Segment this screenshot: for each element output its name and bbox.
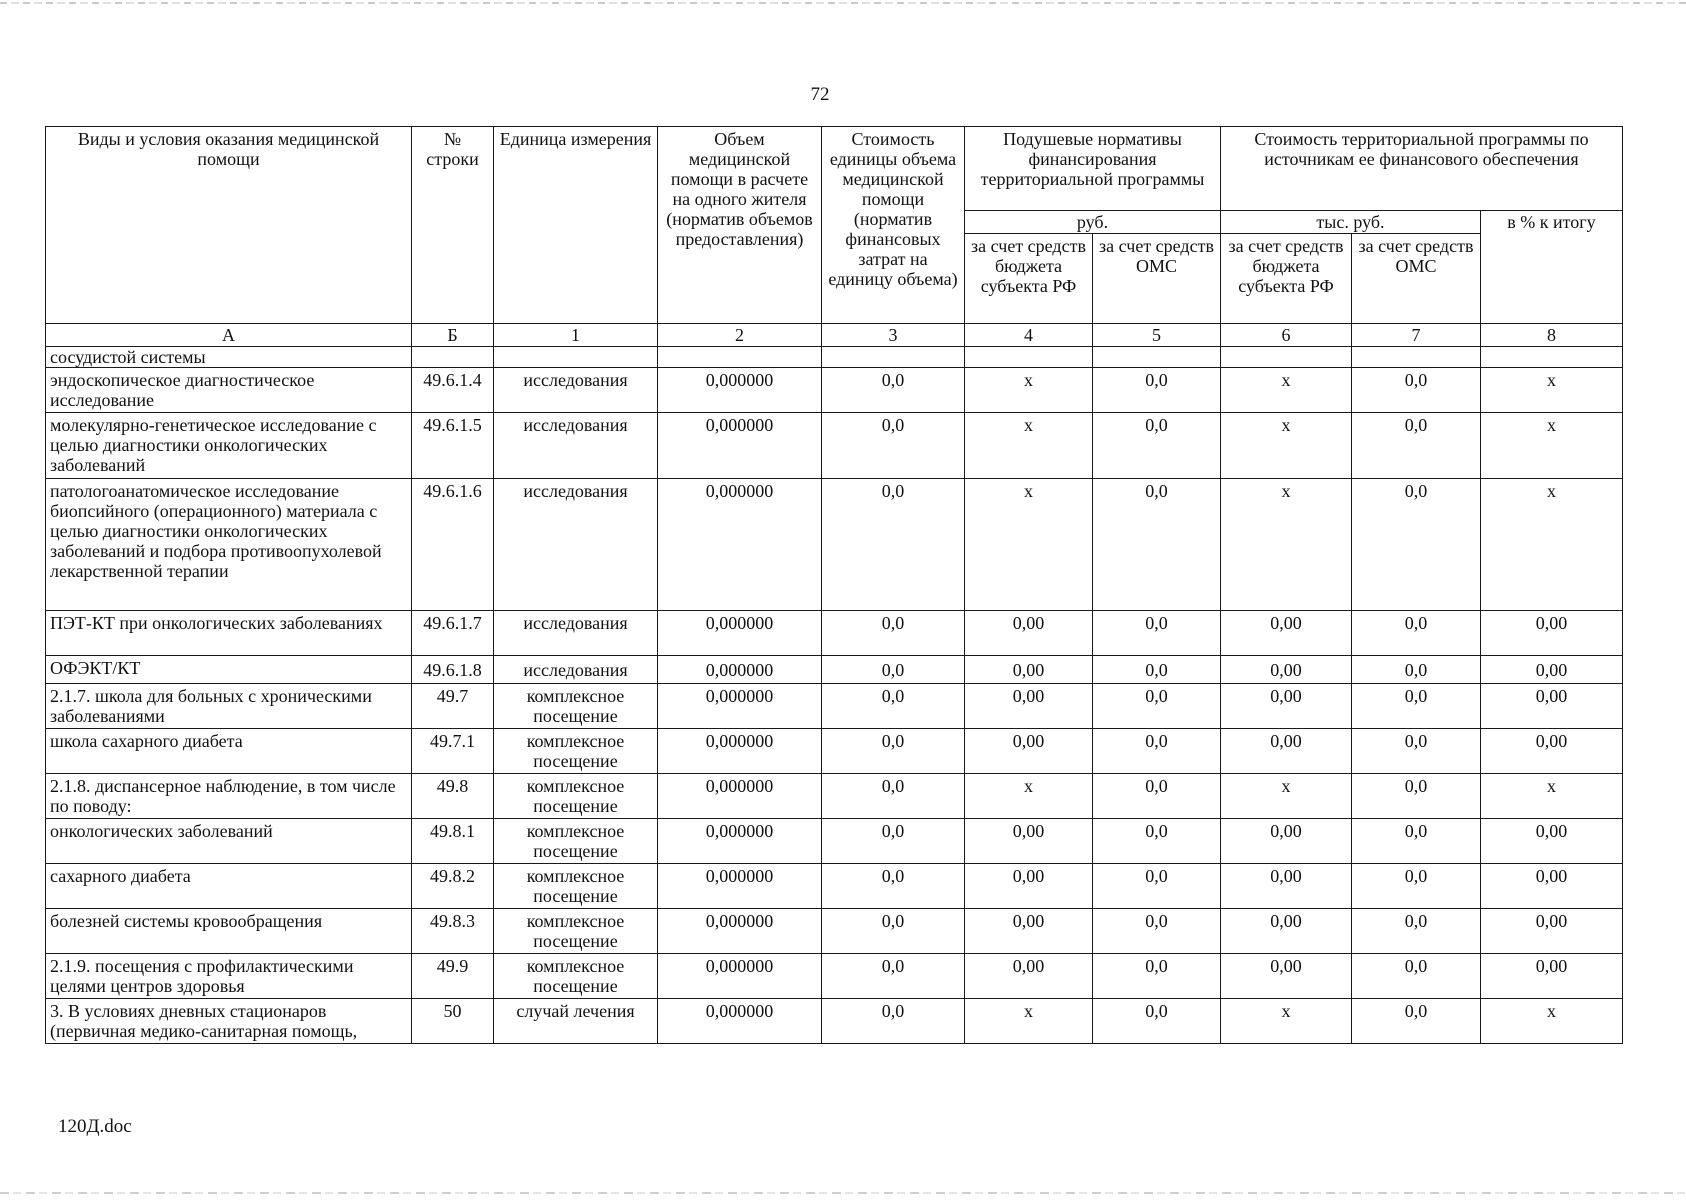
row-name: сахарного диабета xyxy=(46,864,412,909)
row-unit: комплексное посещение xyxy=(494,729,658,774)
row-budget-rub: 0,00 xyxy=(965,656,1093,684)
row-budget-rub: х xyxy=(965,774,1093,819)
row-oms-thous: 0,0 xyxy=(1352,656,1481,684)
row-budget-rub: 0,00 xyxy=(965,819,1093,864)
table-row xyxy=(46,684,1623,729)
row-budget-thous: х xyxy=(1221,774,1352,819)
table-row xyxy=(46,864,1623,909)
table-row xyxy=(46,413,1623,479)
row-name: молекулярно-генетическое исследование с целью диагностики онкологических заболеваний xyxy=(46,413,412,479)
row-cost: 0,0 xyxy=(822,819,965,864)
row-unit: исследования xyxy=(494,479,658,611)
table-row xyxy=(46,347,1623,368)
header-unit: Единица измерения xyxy=(494,127,658,324)
row-unit: комплексное посещение xyxy=(494,864,658,909)
table-row xyxy=(46,819,1623,864)
col-num-4: 4 xyxy=(965,324,1093,347)
row-budget-rub: 0,00 xyxy=(965,729,1093,774)
row-oms-rub: 0,0 xyxy=(1093,909,1221,954)
row-budget-thous: 0,00 xyxy=(1221,864,1352,909)
row-cost: 0,0 xyxy=(822,368,965,413)
row-cost: 0,0 xyxy=(822,864,965,909)
row-percent: 0,00 xyxy=(1481,909,1623,954)
row-number: 49.7.1 xyxy=(412,729,494,774)
row-cost: 0,0 xyxy=(822,611,965,656)
row-volume: 0,000000 xyxy=(658,611,822,656)
document-filename: 120Д.doc xyxy=(58,1116,132,1137)
row-volume: 0,000000 xyxy=(658,909,822,954)
header-cost-unit: Стоимость единицы объема медицинской помощи (норматив финансовых затрат на единицу объема) xyxy=(822,127,965,324)
row-unit xyxy=(494,347,658,368)
row-name: 2.1.9. посещения с профилактическими целями центров здоровья xyxy=(46,954,412,999)
row-unit: комплексное посещение xyxy=(494,909,658,954)
row-cost: 0,0 xyxy=(822,999,965,1044)
row-unit: комплексное посещение xyxy=(494,819,658,864)
row-oms-rub: 0,0 xyxy=(1093,656,1221,684)
table-row xyxy=(46,909,1623,954)
row-volume: 0,000000 xyxy=(658,729,822,774)
row-oms-rub: 0,0 xyxy=(1093,954,1221,999)
row-volume: 0,000000 xyxy=(658,684,822,729)
table-row xyxy=(46,954,1623,999)
row-number: 49.8.2 xyxy=(412,864,494,909)
row-number xyxy=(412,347,494,368)
row-budget-thous: х xyxy=(1221,413,1352,479)
row-percent: 0,00 xyxy=(1481,864,1623,909)
row-volume: 0,000000 xyxy=(658,864,822,909)
header-row-no: № строки xyxy=(412,127,494,324)
row-cost: 0,0 xyxy=(822,413,965,479)
row-volume: 0,000000 xyxy=(658,999,822,1044)
row-percent: 0,00 xyxy=(1481,656,1623,684)
header-thous-rub: тыс. руб. xyxy=(1221,211,1481,234)
row-budget-rub: х xyxy=(965,479,1093,611)
table-row xyxy=(46,999,1623,1044)
row-number: 49.7 xyxy=(412,684,494,729)
row-cost: 0,0 xyxy=(822,479,965,611)
row-name: онкологических заболеваний xyxy=(46,819,412,864)
row-name: 3. В условиях дневных стационаров (первичная медико-санитарная помощь, xyxy=(46,999,412,1044)
row-unit: комплексное посещение xyxy=(494,774,658,819)
row-percent: 0,00 xyxy=(1481,684,1623,729)
header-volume: Объем медицинской помощи в расчете на одного жителя (норматив объемов предоставления) xyxy=(658,127,822,324)
col-num-6: 6 xyxy=(1221,324,1352,347)
row-percent: 0,00 xyxy=(1481,819,1623,864)
row-budget-thous: х xyxy=(1221,479,1352,611)
row-oms-thous: 0,0 xyxy=(1352,954,1481,999)
row-oms-thous xyxy=(1352,347,1481,368)
row-name: эндоскопическое диагностическое исследование xyxy=(46,368,412,413)
col-num-1: 1 xyxy=(494,324,658,347)
row-oms-thous: 0,0 xyxy=(1352,999,1481,1044)
row-budget-thous: х xyxy=(1221,999,1352,1044)
row-oms-rub: 0,0 xyxy=(1093,774,1221,819)
row-name: 2.1.8. диспансерное наблюдение, в том числе по поводу: xyxy=(46,774,412,819)
row-oms-rub: 0,0 xyxy=(1093,479,1221,611)
row-number: 49.6.1.4 xyxy=(412,368,494,413)
header-row-1 xyxy=(46,127,1623,211)
row-name: сосудистой системы xyxy=(46,347,412,368)
row-oms-thous: 0,0 xyxy=(1352,819,1481,864)
col-num-2: 2 xyxy=(658,324,822,347)
col-num-8: 8 xyxy=(1481,324,1623,347)
header-program-cost: Стоимость территориальной программы по источникам ее финансового обеспечения xyxy=(1221,127,1623,211)
header-budget-rf-thous: за счет средств бюджета субъекта РФ xyxy=(1221,234,1352,324)
row-budget-thous: 0,00 xyxy=(1221,954,1352,999)
row-budget-thous: 0,00 xyxy=(1221,656,1352,684)
row-number: 49.8.1 xyxy=(412,819,494,864)
header-percent-total: в % к итогу xyxy=(1481,211,1623,324)
row-cost xyxy=(822,347,965,368)
row-oms-thous: 0,0 xyxy=(1352,368,1481,413)
row-oms-rub: 0,0 xyxy=(1093,611,1221,656)
row-cost: 0,0 xyxy=(822,729,965,774)
table-row xyxy=(46,774,1623,819)
row-number: 49.8 xyxy=(412,774,494,819)
table-row xyxy=(46,729,1623,774)
table-row xyxy=(46,611,1623,656)
row-volume: 0,000000 xyxy=(658,819,822,864)
row-percent xyxy=(1481,347,1623,368)
row-unit: исследования xyxy=(494,656,658,684)
row-volume: 0,000000 xyxy=(658,479,822,611)
row-cost: 0,0 xyxy=(822,774,965,819)
row-number: 49.6.1.6 xyxy=(412,479,494,611)
row-cost: 0,0 xyxy=(822,909,965,954)
row-budget-thous xyxy=(1221,347,1352,368)
row-percent: х xyxy=(1481,999,1623,1044)
col-num-7: 7 xyxy=(1352,324,1481,347)
row-cost: 0,0 xyxy=(822,954,965,999)
row-oms-thous: 0,0 xyxy=(1352,909,1481,954)
header-oms-thous: за счет средств ОМС xyxy=(1352,234,1481,324)
row-volume: 0,000000 xyxy=(658,656,822,684)
row-percent: х xyxy=(1481,479,1623,611)
row-volume xyxy=(658,347,822,368)
row-name: 2.1.7. школа для больных с хроническими заболеваниями xyxy=(46,684,412,729)
financing-table xyxy=(45,126,1623,1044)
table-row xyxy=(46,656,1623,684)
table-row xyxy=(46,479,1623,611)
row-number: 49.6.1.5 xyxy=(412,413,494,479)
row-percent: х xyxy=(1481,368,1623,413)
row-oms-thous: 0,0 xyxy=(1352,774,1481,819)
header-kinds: Виды и условия оказания медицинской помощи xyxy=(46,127,412,324)
row-volume: 0,000000 xyxy=(658,774,822,819)
col-num-3: 3 xyxy=(822,324,965,347)
col-num-a: А xyxy=(46,324,412,347)
row-budget-thous: 0,00 xyxy=(1221,819,1352,864)
row-number: 49.6.1.8 xyxy=(412,656,494,684)
row-percent: х xyxy=(1481,774,1623,819)
row-oms-rub: 0,0 xyxy=(1093,864,1221,909)
row-percent: 0,00 xyxy=(1481,729,1623,774)
header-oms-rub: за счет средств ОМС xyxy=(1093,234,1221,324)
row-percent: 0,00 xyxy=(1481,954,1623,999)
row-oms-rub: 0,0 xyxy=(1093,684,1221,729)
row-unit: комплексное посещение xyxy=(494,684,658,729)
row-oms-rub xyxy=(1093,347,1221,368)
row-budget-rub: х xyxy=(965,368,1093,413)
row-budget-rub: 0,00 xyxy=(965,684,1093,729)
row-budget-thous: 0,00 xyxy=(1221,909,1352,954)
header-rub: руб. xyxy=(965,211,1221,234)
row-name: болезней системы кровообращения xyxy=(46,909,412,954)
row-name: патологоанатомическое исследование биопсийного (операционного) материала с целью диагностики онкологических заболеваний и подбора противоопухолевой лекарственной терапии xyxy=(46,479,412,611)
row-budget-rub: х xyxy=(965,999,1093,1044)
row-percent: х xyxy=(1481,413,1623,479)
row-budget-thous: х xyxy=(1221,368,1352,413)
header-per-capita: Подушевые нормативы финансирования территориальной программы xyxy=(965,127,1221,211)
column-number-row xyxy=(46,324,1623,347)
row-budget-thous: 0,00 xyxy=(1221,729,1352,774)
row-oms-thous: 0,0 xyxy=(1352,413,1481,479)
row-number: 49.9 xyxy=(412,954,494,999)
row-name: ПЭТ-КТ при онкологических заболеваниях xyxy=(46,611,412,656)
row-unit: исследования xyxy=(494,368,658,413)
row-oms-rub: 0,0 xyxy=(1093,999,1221,1044)
row-cost: 0,0 xyxy=(822,656,965,684)
row-oms-rub: 0,0 xyxy=(1093,729,1221,774)
row-budget-rub: х xyxy=(965,413,1093,479)
row-volume: 0,000000 xyxy=(658,413,822,479)
row-budget-thous: 0,00 xyxy=(1221,684,1352,729)
row-number: 49.8.3 xyxy=(412,909,494,954)
row-budget-rub: 0,00 xyxy=(965,611,1093,656)
row-budget-rub: 0,00 xyxy=(965,954,1093,999)
row-budget-rub xyxy=(965,347,1093,368)
col-num-b: Б xyxy=(412,324,494,347)
row-number: 49.6.1.7 xyxy=(412,611,494,656)
row-oms-rub: 0,0 xyxy=(1093,819,1221,864)
scan-edge-bottom xyxy=(0,1192,1686,1194)
row-budget-rub: 0,00 xyxy=(965,909,1093,954)
row-oms-thous: 0,0 xyxy=(1352,864,1481,909)
table-row xyxy=(46,368,1623,413)
row-unit: исследования xyxy=(494,611,658,656)
row-volume: 0,000000 xyxy=(658,368,822,413)
scan-edge-top xyxy=(0,2,1686,4)
header-budget-rf-rub: за счет средств бюджета субъекта РФ xyxy=(965,234,1093,324)
row-oms-rub: 0,0 xyxy=(1093,413,1221,479)
page-number: 72 xyxy=(810,84,830,105)
row-percent: 0,00 xyxy=(1481,611,1623,656)
row-oms-rub: 0,0 xyxy=(1093,368,1221,413)
row-unit: исследования xyxy=(494,413,658,479)
row-unit: комплексное посещение xyxy=(494,954,658,999)
row-cost: 0,0 xyxy=(822,684,965,729)
row-oms-thous: 0,0 xyxy=(1352,684,1481,729)
row-number: 50 xyxy=(412,999,494,1044)
row-name: школа сахарного диабета xyxy=(46,729,412,774)
row-budget-thous: 0,00 xyxy=(1221,611,1352,656)
row-oms-thous: 0,0 xyxy=(1352,611,1481,656)
row-oms-thous: 0,0 xyxy=(1352,479,1481,611)
row-budget-rub: 0,00 xyxy=(965,864,1093,909)
row-name: ОФЭКТ/КТ xyxy=(46,656,412,684)
row-unit: случай лечения xyxy=(494,999,658,1044)
row-oms-thous: 0,0 xyxy=(1352,729,1481,774)
col-num-5: 5 xyxy=(1093,324,1221,347)
row-volume: 0,000000 xyxy=(658,954,822,999)
